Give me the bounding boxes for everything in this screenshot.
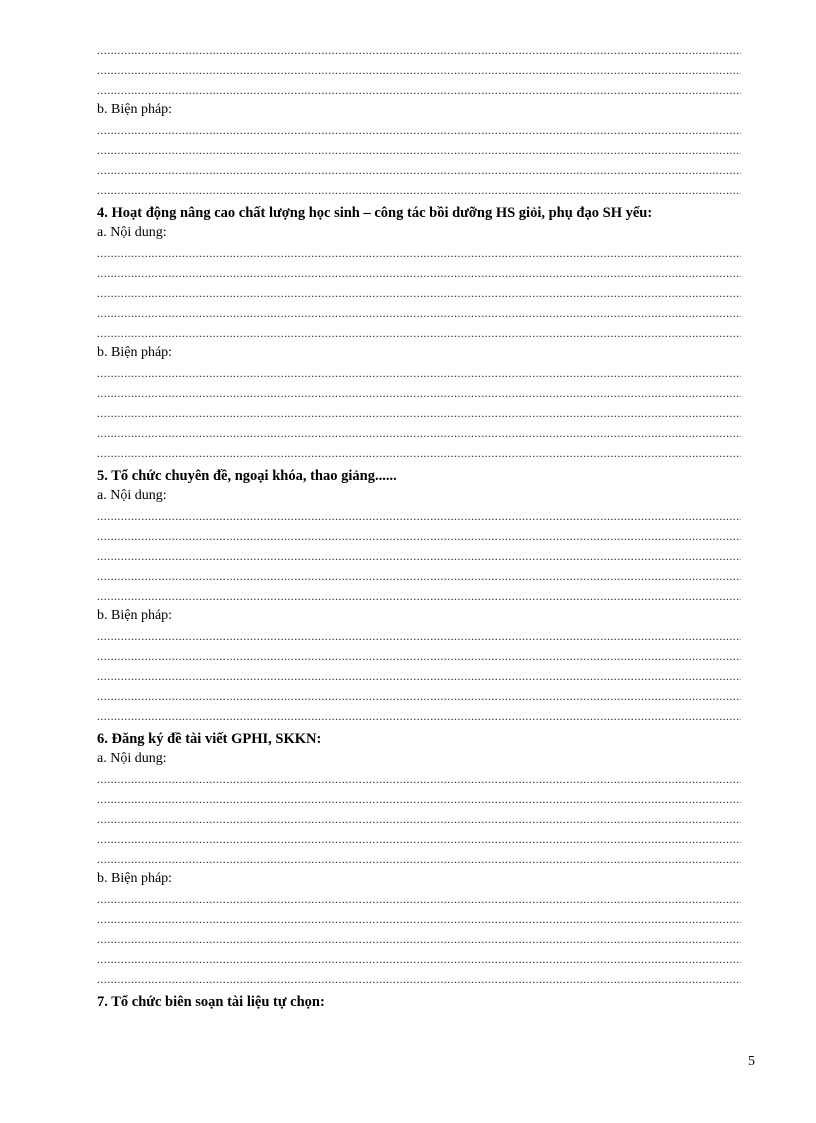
measures-label: b. Biện pháp: — [97, 608, 173, 623]
dotted-line — [97, 363, 741, 383]
measures-label: b. Biện pháp: — [97, 345, 173, 360]
section-heading: 6. Đăng ký đề tài viết GPHI, SKKN: — [97, 731, 322, 747]
dotted-line — [97, 566, 741, 586]
dotted-line — [97, 586, 741, 606]
dotted-line — [97, 283, 741, 303]
dotted-line — [97, 263, 741, 283]
content-label: a. Nội dung: — [97, 751, 167, 766]
dotted-line — [97, 789, 741, 809]
dotted-line — [97, 666, 741, 686]
section-heading: 7. Tổ chức biên soạn tài liệu tự chọn: — [97, 994, 325, 1010]
dotted-line — [97, 909, 741, 929]
dotted-line — [97, 949, 741, 969]
dotted-line — [97, 80, 741, 100]
dotted-line — [97, 969, 741, 989]
dotted-line — [97, 323, 741, 343]
dotted-line — [97, 546, 741, 566]
dotted-line — [97, 40, 741, 60]
dotted-line — [97, 60, 741, 80]
dotted-line — [97, 646, 741, 666]
dotted-line — [97, 686, 741, 706]
dotted-line — [97, 829, 741, 849]
document-page — [97, 40, 757, 1012]
dotted-line — [97, 849, 741, 869]
dotted-line — [97, 889, 741, 909]
measures-label: b. Biện pháp: — [97, 871, 173, 886]
dotted-line — [97, 929, 741, 949]
dotted-line — [97, 120, 741, 140]
measures-label: b. Biện pháp: — [97, 102, 173, 117]
dotted-line — [97, 506, 741, 526]
dotted-line — [97, 160, 741, 180]
dotted-line — [97, 526, 741, 546]
dotted-line — [97, 769, 741, 789]
content-label: a. Nội dung: — [97, 488, 167, 503]
dotted-line — [97, 706, 741, 726]
dotted-line — [97, 383, 741, 403]
section-heading: 5. Tổ chức chuyên đề, ngoại khóa, thao giảng...... — [97, 468, 397, 484]
dotted-line — [97, 243, 741, 263]
dotted-line — [97, 626, 741, 646]
dotted-line — [97, 423, 741, 443]
dotted-line — [97, 140, 741, 160]
section-heading: 4. Hoạt động nâng cao chất lượng học sinh – công tác bồi dưỡng HS giỏi, phụ đạo SH yếu: — [97, 205, 653, 221]
dotted-line — [97, 403, 741, 423]
dotted-line — [97, 180, 741, 200]
dotted-line — [97, 303, 741, 323]
page-number: 5 — [748, 1054, 755, 1069]
content-label: a. Nội dung: — [97, 225, 167, 240]
dotted-line — [97, 443, 741, 463]
dotted-line — [97, 809, 741, 829]
